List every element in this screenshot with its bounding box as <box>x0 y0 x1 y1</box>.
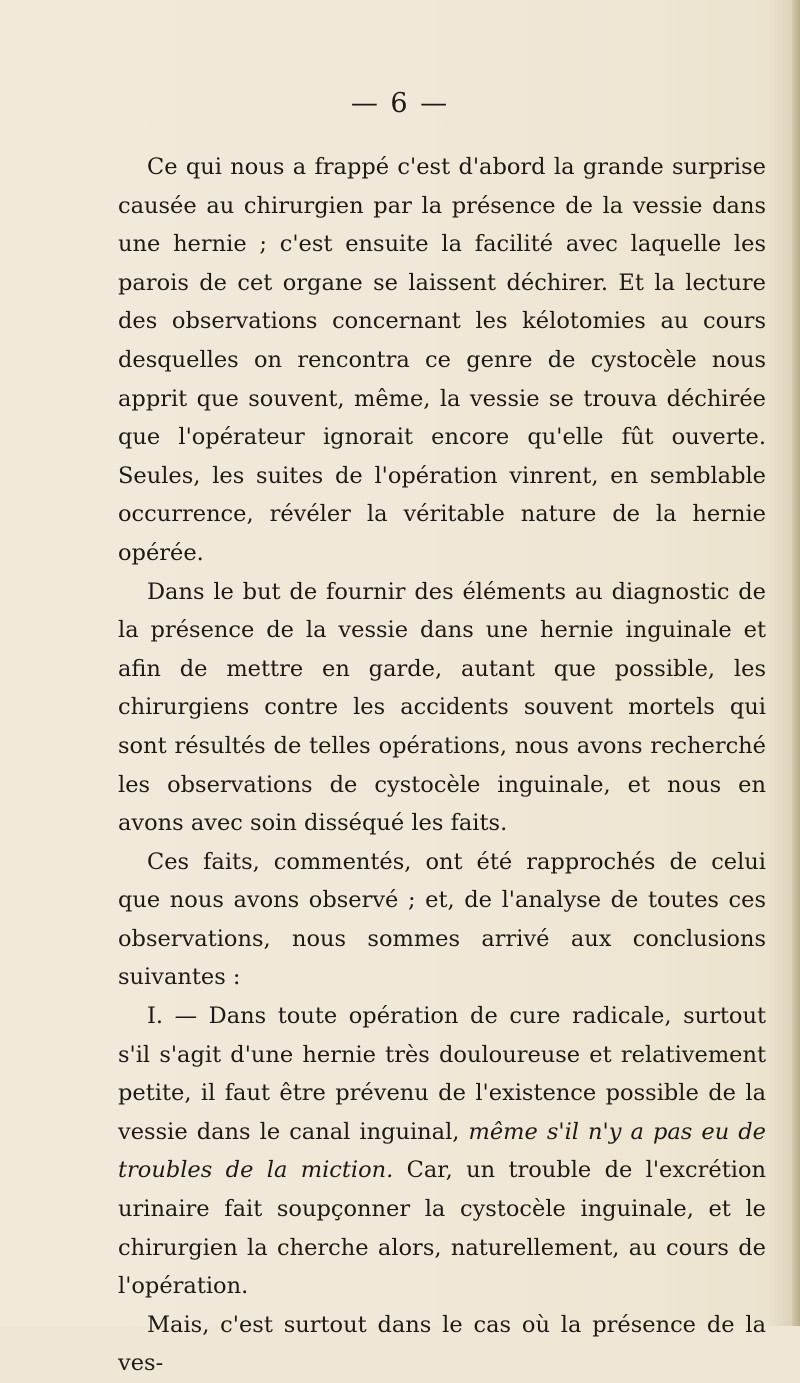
paragraph-4-italic: même s'il n'y a pas eu de troubles de la miction. <box>118 1118 767 1184</box>
page-number: — 6 — <box>350 88 450 119</box>
paragraph-4-continuation: Car, un trouble de l'excrétion urinaire fait soupçonner la cystocèle inguinale, et le chirurgien la cherche alors, naturellement, au cours de l'opération. <box>118 1157 766 1300</box>
paragraph-1: Ce qui nous a frappé c'est d'abord la grande surprise causée au chirurgien par la présence de la vessie dans une hernie ; c'est ensuite la facilité avec laquelle les parois de cet organe se laissent déchirer. Et la lecture des observations concernant les kélotomies au cours desquelles on rencontra ce genre de cystocèle nous apprit que souvent, même, la vessie se trouva déchirée que l'opérateur ignorait encore qu'elle fût ouverte. Seules, les suites de l'opération vinrent, en semblable occurrence, révéler la véritable nature de la hernie opérée. <box>118 154 766 566</box>
body-text <box>118 148 766 1383</box>
page-edge <box>792 0 800 1326</box>
paragraph-5: Mais, c'est surtout dans le cas où la présence de la ves- <box>118 1311 766 1377</box>
paragraph-3: Ces faits, commentés, ont été rapprochés de celui que nous avons observé ; et, de l'analyse de toutes ces observations, nous sommes arrivé aux conclusions suivantes : <box>118 848 766 991</box>
paragraph-2: Dans le but de fournir des éléments au diagnostic de la présence de la vessie dans une hernie inguinale et afin de mettre en garde, autant que possible, les chirurgiens contre les accidents souvent mortels qui sont résultés de telles opérations, nous avons recherché les observations de cystocèle inguinale, et nous en avons avec soin disséqué les faits. <box>118 578 766 837</box>
paragraph-4-text: I. — Dans toute opération de cure radicale, surtout s'il s'agit d'une hernie très douloureuse et relativement petite, il faut être prévenu de l'existence possible de la vessie dans le canal inguinal, <box>118 1003 766 1145</box>
paragraph-4 <box>118 997 766 1306</box>
